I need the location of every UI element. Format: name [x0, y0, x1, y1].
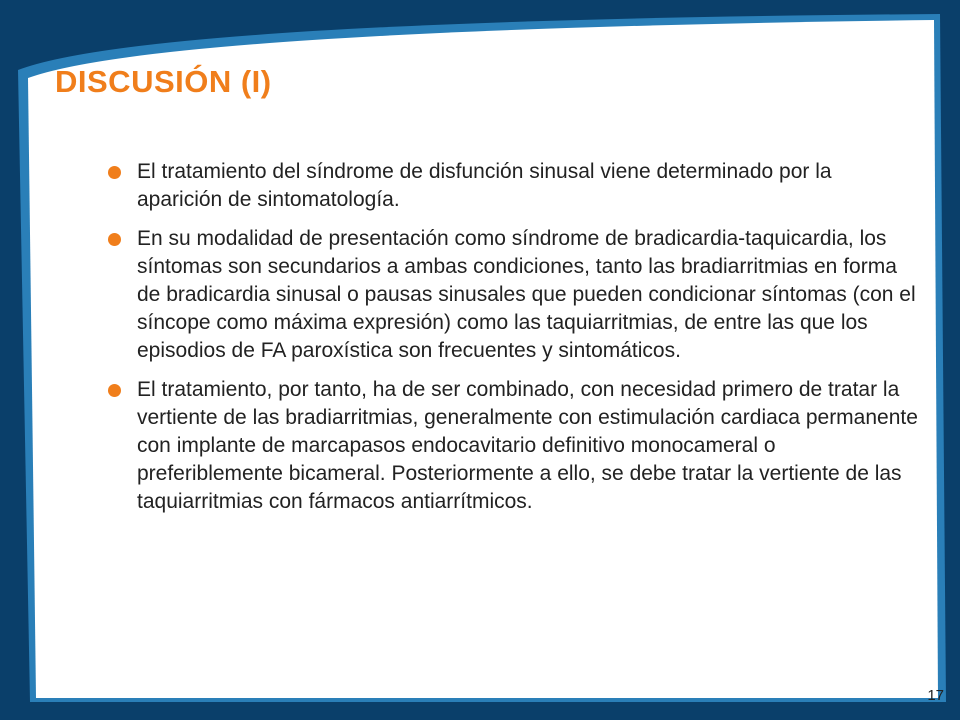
bullet-item [108, 158, 920, 214]
bullet-item [108, 225, 920, 365]
bullet-text: En su modalidad de presentación como síndrome de bradicardia-taquicardia, los síntomas son secundarios a ambas condiciones, tanto las bradiarritmias en forma de bradicardia sinusal o pausas sinusales que pueden condicionar síntomas (con el síncope como máxima expresión) como las taquiarritmias, de entre las que los episodios de FA paroxística son frecuentes y sintomáticos. [137, 227, 916, 362]
page-number: 17 [927, 687, 944, 704]
bullet-item [108, 376, 920, 516]
bullet-dot-icon [108, 384, 121, 397]
slide-title: DISCUSIÓN (I) [55, 64, 272, 99]
bullet-text: El tratamiento, por tanto, ha de ser combinado, con necesidad primero de tratar la vertiente de las bradiarritmias, generalmente con estimulación cardiaca permanente con implante de marcapasos endocavitario definitivo monocameral o preferiblemente bicameral. Posteriormente a ello, se debe tratar la vertiente de las taquiarritmias con fármacos antiarrítmicos. [137, 378, 918, 513]
bullet-dot-icon [108, 166, 121, 179]
bullet-dot-icon [108, 233, 121, 246]
bullet-list [108, 158, 920, 527]
bullet-text: El tratamiento del síndrome de disfunción sinusal viene determinado por la aparición de sintomatología. [137, 160, 832, 211]
